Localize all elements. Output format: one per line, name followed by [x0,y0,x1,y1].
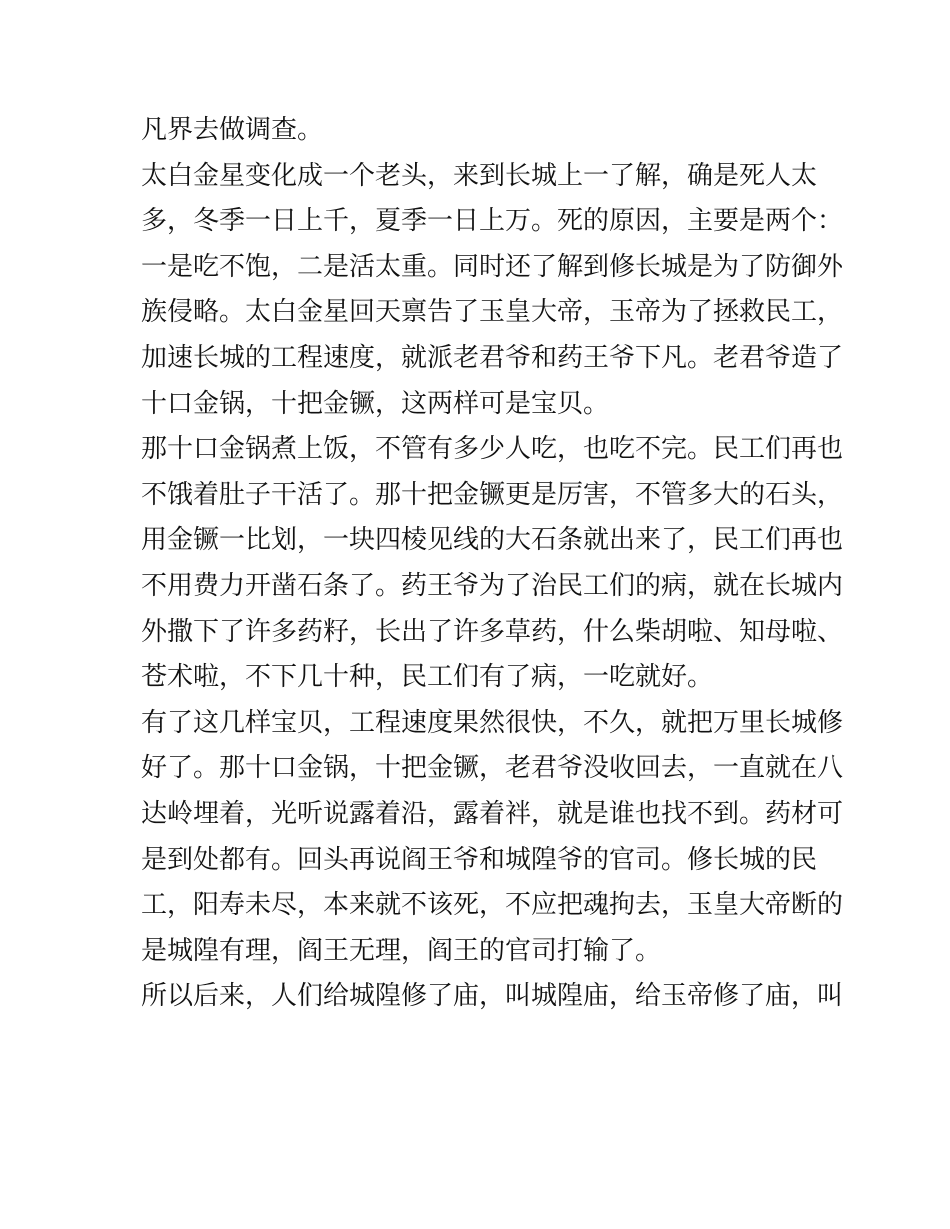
text-line: 凡界去做调查。 [141,115,324,145]
text-line: 苍术啦，不下几十种，民工们有了病，一吃就好。 [141,662,714,693]
text-line: 加速长城的工程速度，就派老君爷和药王爷下凡。老君爷造了 [141,342,844,373]
text-line: 所以后来，人们给城隍修了庙，叫城隍庙，给玉帝修了庙，叫 [141,981,844,1012]
document-body [141,108,844,1020]
text-line: 一是吃不饱，二是活太重。同时还了解到修长城是为了防御外 [141,251,844,282]
text-line: 那十口金锅煮上饭，不管有多少人吃，也吃不完。民工们再也 [141,434,844,465]
text-line: 外撒下了许多药籽，长出了许多草药，什么柴胡啦、知母啦、 [141,616,844,647]
text-line: 十口金锅，十把金镢，这两样可是宝贝。 [141,388,610,419]
text-line: 工，阳寿未尽，本来就不该死，不应把魂拘去，玉皇大帝断的 [141,890,844,921]
text-line: 用金镢一比划，一块四棱见线的大石条就出来了，民工们再也 [141,525,844,556]
text-line: 是城隍有理，阎王无理，阎王的官司打输了。 [141,935,662,966]
text-line: 多，冬季一日上千，夏季一日上万。死的原因，主要是两个： [141,206,844,237]
text-line: 是到处都有。回头再说阎王爷和城隍爷的官司。修长城的民 [141,844,818,875]
text-line: 有了这几样宝贝，工程速度果然很快，不久，就把万里长城修 [141,707,844,738]
text-line: 不用费力开凿石条了。药王爷为了治民工们的病，就在长城内 [141,570,844,601]
text-line: 好了。那十口金锅，十把金镢，老君爷没收回去，一直就在八 [141,753,844,784]
text-line: 族侵略。太白金星回天禀告了玉皇大帝，玉帝为了拯救民工， [141,297,844,328]
text-line: 太白金星变化成一个老头，来到长城上一了解，确是死人太 [141,160,818,191]
text-line: 不饿着肚子干活了。那十把金镢更是厉害，不管多大的石头， [141,479,844,510]
text-line: 达岭埋着，光听说露着沿，露着袢，就是谁也找不到。药材可 [141,798,844,829]
